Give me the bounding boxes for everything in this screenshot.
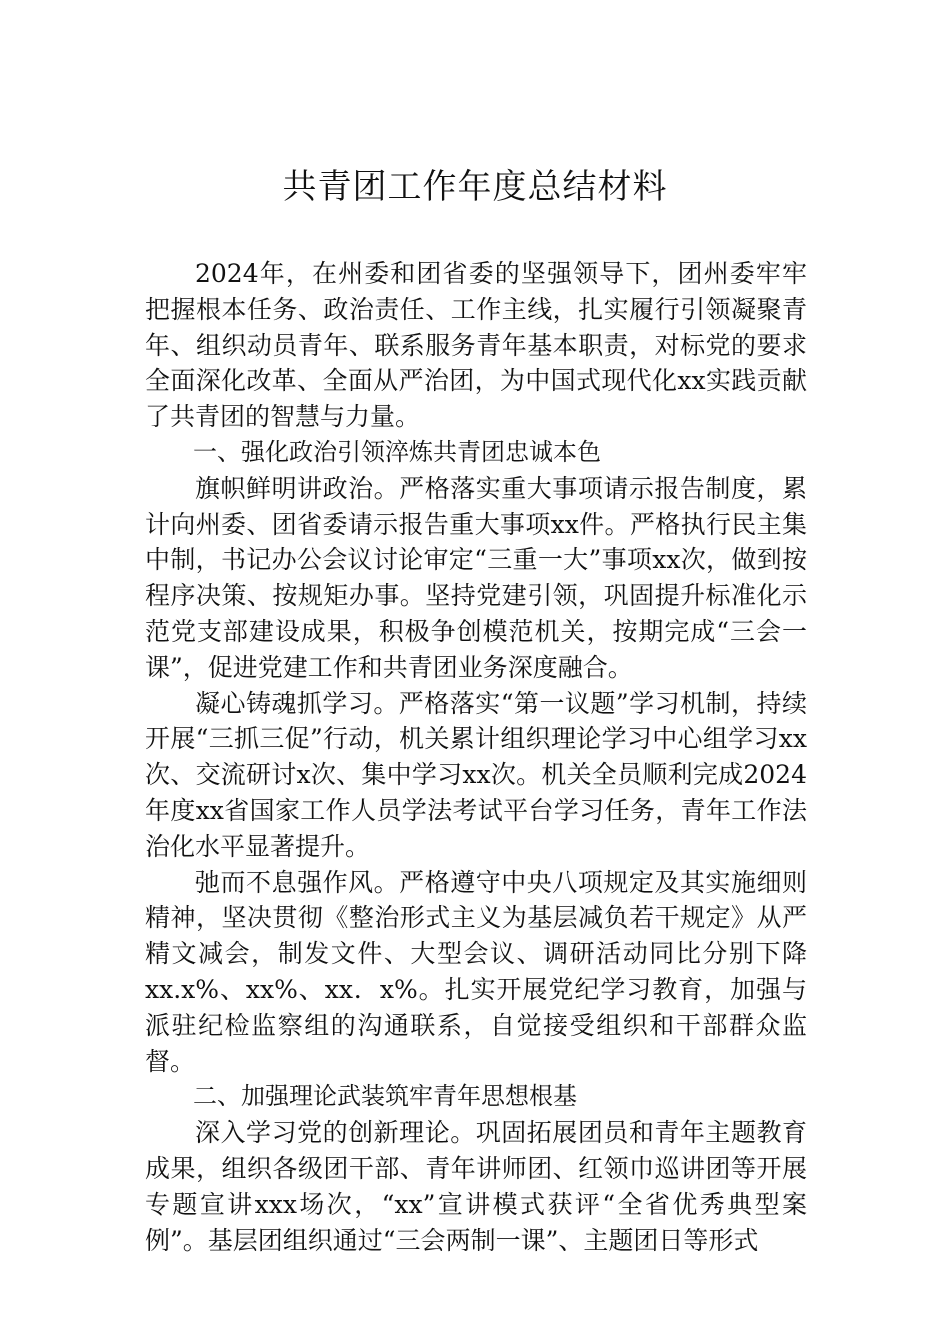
paragraph-style: 弛而不息强作风。严格遵守中央八项规定及其实施细则精神，坚决贯彻《整治形式主义为基层减负若干规定》从严精文减会，制发文件、大型会议、调研活动同比分别下降xx.x%、xx%、xx．x%。扎实开展党纪学习教育，加强与派驻纪检监察组的沟通联系，自觉接受组织和干部群众监督。 [145, 867, 807, 1076]
document-body [145, 256, 807, 1258]
paragraph-theory: 深入学习党的创新理论。巩固拓展团员和青年主题教育成果，组织各级团干部、青年讲师团、红领巾巡讲团等开展专题宣讲xxx场次，“xx”宣讲模式获评“全省优秀典型案例”。基层团组织通过“三会两制一课”、主题团日等形式 [145, 1118, 807, 1255]
section-heading-2: 二、加强理论武装筑牢青年思想根基 [193, 1082, 577, 1111]
paragraph-study: 凝心铸魂抓学习。严格落实“第一议题”学习机制，持续开展“三抓三促”行动，机关累计组织理论学习中心组学习xx次、交流研讨x次、集中学习xx次。机关全员顺利完成2024年度xx省国家工作人员学法考试平台学习任务，青年工作法治化水平显著提升。 [145, 688, 807, 861]
paragraph-intro: 2024年，在州委和团省委的坚强领导下，团州委牢牢把握根本任务、政治责任、工作主线，扎实履行引领凝聚青年、组织动员青年、联系服务青年基本职责，对标党的要求全面深化改革、全面从严治团，为中国式现代化xx实践贡献了共青团的智慧与力量。 [145, 259, 807, 432]
paragraph-politics: 旗帜鲜明讲政治。严格落实重大事项请示报告制度，累计向州委、团省委请示报告重大事项xx件。严格执行民主集中制，书记办公会议讨论审定“三重一大”事项xx次，做到按程序决策、按规矩办事。坚持党建引领，巩固提升标准化示范党支部建设成果，积极争创模范机关，按期完成“三会一课”，促进党建工作和共青团业务深度融合。 [145, 473, 807, 682]
document-title: 共青团工作年度总结材料 [282, 167, 668, 207]
section-heading-1: 一、强化政治引领淬炼共青团忠诚本色 [193, 437, 601, 466]
